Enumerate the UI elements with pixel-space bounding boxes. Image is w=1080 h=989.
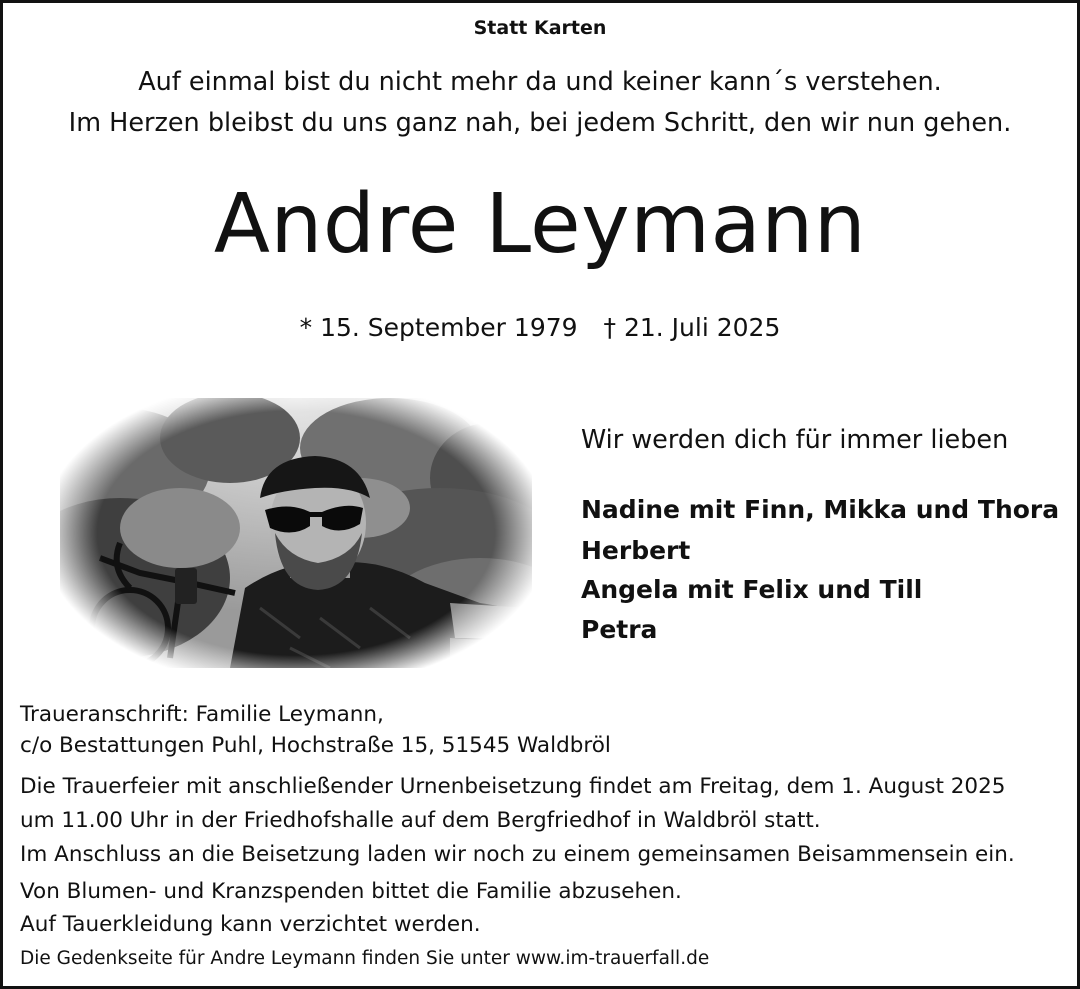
mourner-line: Herbert [581,536,691,565]
deceased-name: Andre Leymann [213,177,867,272]
death-date: † 21. Juli 2025 [603,313,781,342]
address-line-1: Traueranschrift: Familie Leymann, [20,702,384,727]
flowers-line-2: Auf Tauerkleidung kann verzichtet werden. [20,912,481,937]
flowers-line-1: Von Blumen- und Kranzspenden bittet die Familie abzusehen. [20,879,682,904]
memorial-page-note: Die Gedenkseite für Andre Leymann finden Sie unter www.im-trauerfall.de [20,948,710,969]
mourner-line: Nadine mit Finn, Mikka und Thora [581,495,1060,524]
poem-line-2: Im Herzen bleibst du uns ganz nah, bei jedem Schritt, den wir nun gehen. [68,108,1012,138]
statt-karten-header: Statt Karten [473,17,607,39]
life-dates [0,310,1080,346]
poem-line-1: Auf einmal bist du nicht mehr da und keiner kann´s verstehen. [138,67,942,97]
mourner-line: Angela mit Felix und Till [581,575,923,604]
birth-date: * 15. September 1979 [299,313,578,342]
love-line: Wir werden dich für immer lieben [581,425,1009,455]
ceremony-line-1: Die Trauerfeier mit anschließender Urnenbeisetzung findet am Freitag, dem 1. August 2025 [20,774,1006,799]
address-line-2: c/o Bestattungen Puhl, Hochstraße 15, 51545 Waldbröl [20,733,611,758]
mourner-line: Petra [581,615,658,644]
ceremony-line-3: Im Anschluss an die Beisetzung laden wir noch zu einem gemeinsamen Beisammensein ein. [20,842,1015,867]
ceremony-line-2: um 11.00 Uhr in der Friedhofshalle auf dem Bergfriedhof in Waldbröl statt. [20,808,821,833]
portrait-photo [60,398,532,668]
